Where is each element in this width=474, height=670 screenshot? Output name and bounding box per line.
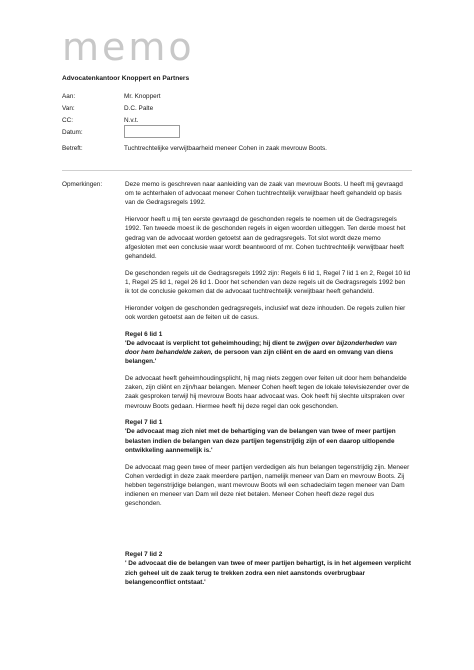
rule-7-2-quote: ' De advocaat die de belangen van twee of meer partijen behartigt, is in het algemeen verplicht zich geheel uit de zaak terug te trekken zodra een niet aanstonds overbrugbaar belangenconflict ontstaat.' — [125, 560, 411, 586]
paragraph-rules: De geschonden regels uit de Gedragsregels 1992 zijn: Regels 6 lid 1, Regel 7 lid 1 en 2, Regel 10 lid 1, Regel 25 lid 1, regel 26 lid 1. Door het schenden van deze regels uit de Gedragsregels 1992 ben ik tot de conclusie gekomen dat de advocaat tuchtrechtelijk verwijtbaar heeft gehandeld. — [125, 269, 411, 296]
memo-title: memo — [62, 25, 195, 69]
field-van-value: D.C. Palte — [124, 105, 154, 112]
opmerkingen-label: Opmerkingen: — [62, 181, 103, 188]
field-aan-value: Mr. Knoppert — [124, 93, 161, 100]
field-van-label: Van: — [62, 105, 75, 112]
rule-7-1-quote: 'De advocaat mag zich niet met de behartiging van de belangen van twee of meer partijen belasten indien de belangen van deze partijen tegenstrijdig zijn of een daarop uitlopende ontwikkeling aannemelijk is.' — [125, 428, 396, 454]
rule-7-1-heading: Regel 7 lid 1 — [125, 419, 163, 427]
rule-7-1-explanation: De advocaat mag geen twee of meer partijen verdedigen als hun belangen tegenstrijdig zijn. Meneer Cohen verdedigt in deze zaak meerdere partijen, namelijk meneer van Dam en mevrouw Boots. Zij hebben tegenstrijdige belangen, want mevrouw Boots wil een schadeclaim tegen meneer van Dam indienen en meneer van Dam wil deze niet betalen. Meneer Cohen heeft deze regel dus geschonden. — [125, 463, 410, 508]
rule-6-1-quote: 'De advocaat is verplicht tot geheimhouding; hij dient te zwijgen over bijzonderheden van door hem behandelde zaken, de persoon van zijn cliënt en de aard en omvang van diens belangen.' — [125, 339, 397, 366]
field-betreft-label: Betreft: — [62, 145, 83, 152]
rule-6-1-explanation: De advocaat heeft geheimhoudingsplicht, hij mag niets zeggen over feiten uit door hem behandelde zaken, zijn cliënt en zijn/haar belangen. Meneer Cohen heeft tegen de lokale televisiezender over de zaak gesproken terwijl hij mevrouw Boots haar advocaat was. Ook heeft hij slechte uitspraken over mevrouw Boots gedaan. Hiermee heeft hij deze regel dan ook geschonden. — [125, 374, 410, 410]
field-betreft-value: Tuchtrechtelijke verwijtbaarheid meneer Cohen in zaak mevrouw Boots. — [124, 145, 327, 152]
paragraph-overview: Hieronder volgen de geschonden gedragsregels, inclusief wat deze inhouden. De regels zullen hier ook worden getoetst aan de feiten uit de casus. — [125, 304, 406, 321]
paragraph-approach: Hiervoor heeft u mij ten eerste gevraagd de geschonden regels te noemen uit de Gedragsregels 1992. Ten tweede moest ik de geschonden regels in eigen woorden uitleggen. Ten derde moest het gedrag van de advocaat worden getoetst aan de gedragsregels. Tot slot wordt deze memo afgesloten met een conclusie waar wordt beantwoord of mr. Cohen tuchtrechtelijk verwijtbaar heeft gehandeld. — [125, 216, 406, 260]
field-datum-label: Datum: — [62, 129, 83, 136]
divider — [62, 170, 412, 171]
rule-7-2-heading: Regel 7 lid 2 — [125, 551, 163, 559]
field-cc-value: N.v.t. — [124, 117, 139, 124]
field-aan-label: Aan: — [62, 93, 76, 100]
rule-6-1-heading: Regel 6 lid 1 — [125, 330, 163, 338]
date-field[interactable] — [124, 125, 180, 138]
paragraph-intro: Deze memo is geschreven naar aanleiding van de zaak van mevrouw Boots. U heeft mij gevraagd om te achterhalen of advocaat meneer Cohen tuchtrechtelijk verwijtbaar heeft gehandeld op basis van de Gedragsregels 1992. — [125, 181, 403, 207]
spacer — [125, 516, 411, 550]
memo-body — [125, 180, 411, 594]
field-cc-label: CC: — [62, 117, 74, 124]
firm-name: Advocatenkantoor Knoppert en Partners — [62, 75, 190, 82]
